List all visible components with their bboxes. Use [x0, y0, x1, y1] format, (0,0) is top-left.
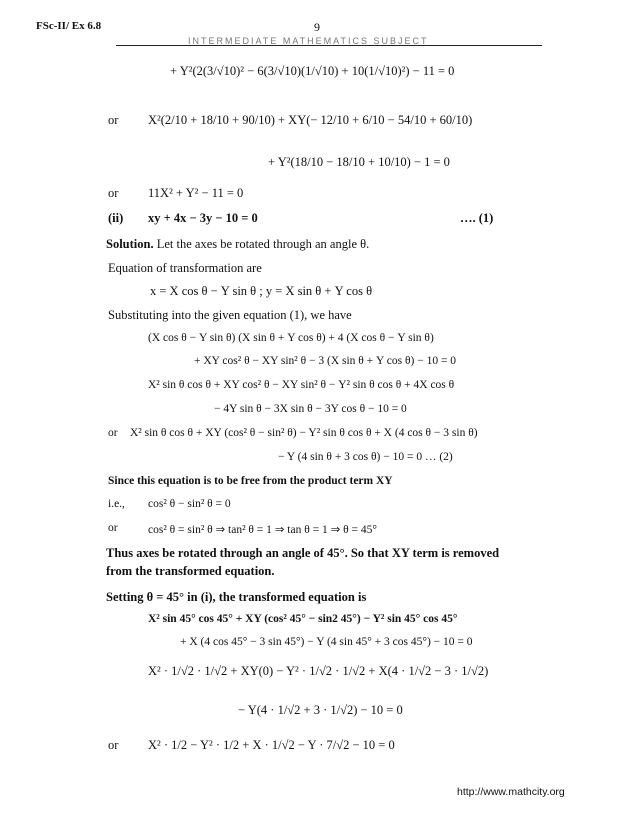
equation-line: cos² θ = sin² θ ⇒ tan² θ = 1 ⇒ tan θ = 1 ⇒ θ = 45° [148, 524, 377, 536]
or-label: or [108, 522, 118, 534]
footer-url[interactable]: http://www.mathcity.org [457, 786, 565, 798]
or-label: or [108, 738, 119, 752]
transformation-equations: x = X cos θ − Y sin θ ; y = X sin θ + Y cos θ [150, 284, 373, 298]
text-line: Substituting into the given equation (1), we have [108, 308, 352, 322]
page-number: 9 [314, 20, 320, 34]
or-label: or [108, 113, 119, 127]
equation-line-3: + Y²(18/10 − 18/10 + 10/10) − 1 = 0 [268, 155, 450, 169]
equation-line: + XY cos² θ − XY sin² θ − 3 (X sin θ + Y cos θ) − 10 = 0 [194, 355, 457, 367]
part-label: (ii) [108, 211, 124, 225]
equation-line: X² sin 45° cos 45° + XY (cos² 45° − sin2 45°) − Y² sin 45° cos 45° [148, 613, 458, 625]
solution-text: Let the axes be rotated through an angle θ. [156, 237, 370, 251]
equation-text: + Y²(2(3/√10)² − 6(3/√10)(1/√10) + 10(1/√10)²) − 11 = 0 [170, 64, 455, 78]
equation-line: (X cos θ − Y sin θ) (X sin θ + Y cos θ) + 4 (X cos θ − Y sin θ) [148, 332, 434, 344]
problem-equation: xy + 4x − 3y − 10 = 0 [148, 211, 258, 225]
header-exercise-label: FSc-II/ Ex 6.8 [36, 20, 102, 32]
text-line: Setting θ = 45° in (i), the transformed equation is [106, 590, 367, 604]
equation-line: X² sin θ cos θ + XY (cos² θ − sin² θ) − Y² sin θ cos θ + X (4 cos θ − 3 sin θ) [130, 427, 478, 439]
equation-line: − 4Y sin θ − 3X sin θ − 3Y cos θ − 10 = 0 [214, 403, 407, 415]
equation-line: cos² θ − sin² θ = 0 [148, 498, 231, 510]
equation-ref: …. (1) [460, 211, 494, 225]
ie-label: i.e., [108, 498, 125, 510]
equation-line: − Y (4 sin θ + 3 cos θ) − 10 = 0 … (2) [278, 451, 453, 463]
or-label: or [108, 427, 118, 439]
equation-line: X² · 1/√2 · 1/√2 + XY(0) − Y² · 1/√2 · 1/√2 + X(4 · 1/√2 − 3 · 1/√2) [148, 664, 489, 678]
solution-line [106, 237, 369, 252]
equation-line-2: X²(2/10 + 18/10 + 90/10) + XY(− 12/10 + 6/10 − 54/10 + 60/10) [148, 113, 473, 127]
equation-line: X² · 1/2 − Y² · 1/2 + X · 1/√2 − Y · 7/√2 − 10 = 0 [148, 738, 395, 752]
header-faded-title: INTERMEDIATE MATHEMATICS SUBJECT [188, 36, 429, 46]
equation-line: X² sin θ cos θ + XY cos² θ − XY sin² θ − Y² sin θ cos θ + 4X cos θ [148, 379, 455, 391]
or-label: or [108, 186, 119, 200]
equation-line: − Y(4 · 1/√2 + 3 · 1/√2) − 10 = 0 [238, 703, 403, 717]
text-line: Since this equation is to be free from the product term XY [108, 475, 393, 487]
text-line: Equation of transformation are [108, 261, 262, 275]
equation-line-4: 11X² + Y² − 11 = 0 [148, 186, 244, 200]
text-line: from the transformed equation. [106, 564, 275, 578]
solution-label: Solution. [106, 237, 154, 251]
text-line: Thus axes be rotated through an angle of 45°. So that XY term is removed [106, 546, 500, 560]
equation-line: + X (4 cos 45° − 3 sin 45°) − Y (4 sin 45° + 3 cos 45°) − 10 = 0 [180, 636, 473, 648]
equation-line-1 [170, 64, 454, 79]
header-rule [116, 45, 542, 46]
